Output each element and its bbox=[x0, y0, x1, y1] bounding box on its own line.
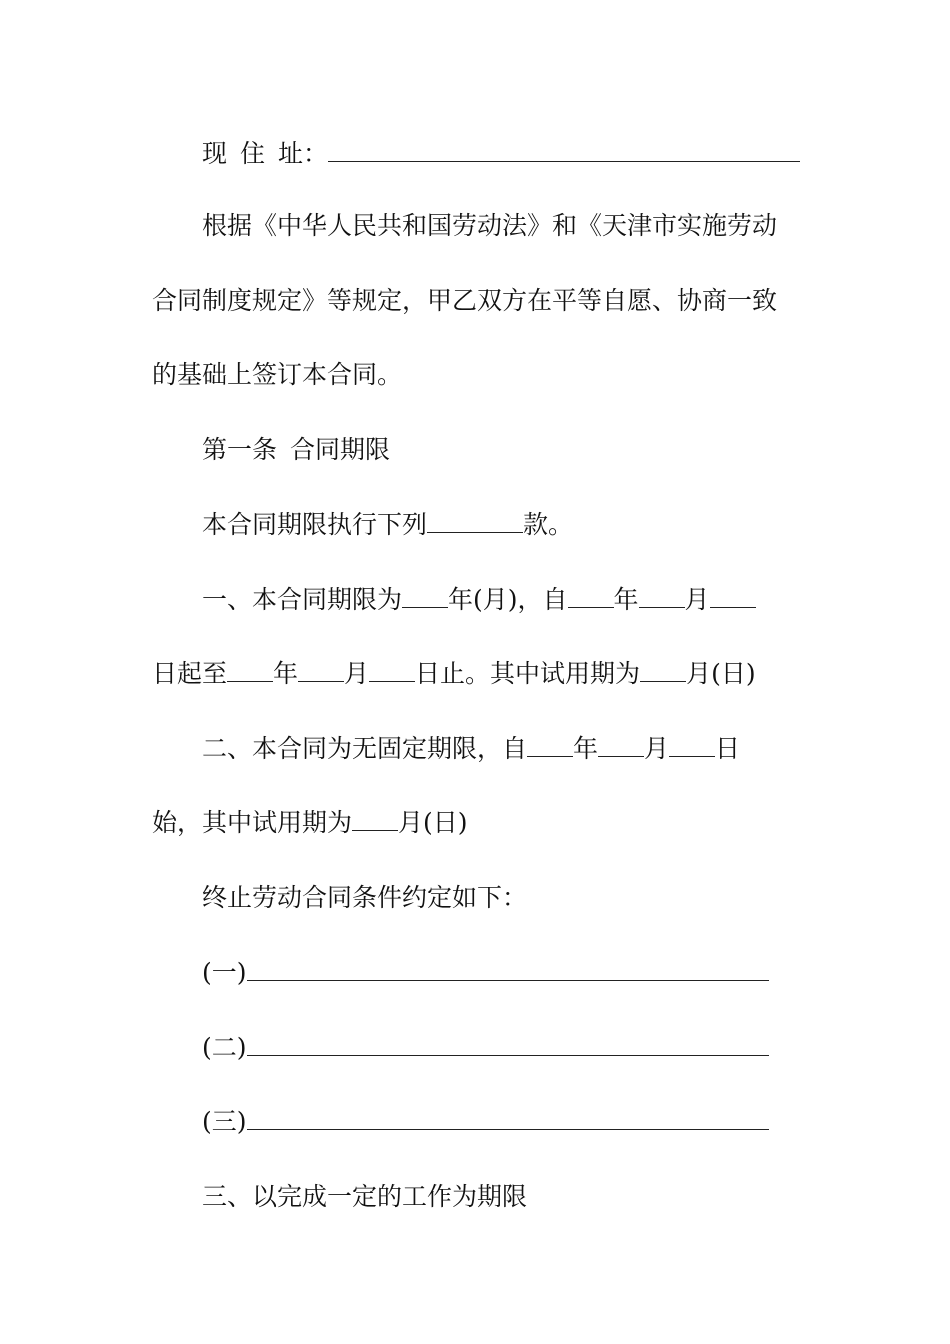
intro-line-1: 根据《中华人民共和国劳动法》和《天津市实施劳动 bbox=[202, 211, 778, 240]
option1-period-field[interactable] bbox=[402, 581, 448, 608]
term-select-prefix: 本合同期限执行下列 bbox=[202, 510, 428, 539]
address-label-char-1: 现 bbox=[202, 139, 228, 168]
condition-line-1 bbox=[0, 953, 950, 993]
address-label-char-2: 住 bbox=[240, 139, 266, 168]
option2-start-day-field[interactable] bbox=[669, 730, 715, 757]
option2-text-5: 始，其中试用期为 bbox=[152, 808, 353, 837]
option1-text-5: 日起至 bbox=[152, 659, 228, 688]
intro-line-3: 的基础上签订本合同。 bbox=[152, 360, 403, 389]
option1-end-day-field[interactable] bbox=[369, 655, 415, 682]
condition-line-3 bbox=[0, 1102, 950, 1142]
term-select-suffix: 款。 bbox=[523, 510, 574, 539]
option2-text-2: 年 bbox=[573, 734, 599, 763]
condition-field-2[interactable] bbox=[247, 1029, 769, 1056]
option2-start-month-field[interactable] bbox=[598, 730, 644, 757]
term-select-line bbox=[0, 505, 950, 545]
condition-label-2: (二) bbox=[202, 1033, 247, 1062]
option2-text-3: 月 bbox=[644, 734, 670, 763]
option2-start-year-field[interactable] bbox=[527, 730, 573, 757]
article1-title-name: 合同期限 bbox=[290, 435, 391, 464]
option1-text-2: 年(月)，自 bbox=[448, 585, 568, 614]
term-select-field[interactable] bbox=[427, 506, 523, 533]
option1-text-4: 月 bbox=[684, 585, 710, 614]
option1-end-month-field[interactable] bbox=[298, 655, 344, 682]
option2-text-4: 日 bbox=[715, 734, 741, 763]
option1-text-8: 日止。其中试用期为 bbox=[415, 659, 641, 688]
option1-start-day-field[interactable] bbox=[710, 581, 756, 608]
condition-label-1: (一) bbox=[202, 958, 247, 987]
termination-heading: 终止劳动合同条件约定如下： bbox=[202, 883, 528, 912]
address-label-char-3: 址： bbox=[278, 139, 329, 168]
option1-text-1: 一、本合同期限为 bbox=[202, 585, 403, 614]
option1-start-month-field[interactable] bbox=[639, 581, 685, 608]
option1-text-3: 年 bbox=[613, 585, 639, 614]
option1-text-7: 月 bbox=[344, 659, 370, 688]
condition-field-1[interactable] bbox=[247, 954, 769, 981]
address-line bbox=[0, 134, 950, 174]
address-field[interactable] bbox=[328, 135, 800, 162]
option2-probation-field[interactable] bbox=[352, 804, 398, 831]
option1-start-year-field[interactable] bbox=[568, 581, 614, 608]
option2-text-1: 二、本合同为无固定期限，自 bbox=[202, 734, 528, 763]
option2-line-1 bbox=[0, 729, 950, 769]
option1-text-9: 月(日) bbox=[686, 659, 756, 688]
option2-text-6: 月(日) bbox=[398, 808, 468, 837]
option3-line: 三、以完成一定的工作为期限 bbox=[202, 1182, 528, 1211]
option2-line-2 bbox=[0, 803, 950, 843]
option1-probation-field[interactable] bbox=[640, 655, 686, 682]
intro-line-2: 合同制度规定》等规定，甲乙双方在平等自愿、协商一致 bbox=[152, 286, 778, 315]
option1-text-6: 年 bbox=[273, 659, 299, 688]
article1-title-number: 第一条 bbox=[202, 435, 278, 464]
condition-line-2 bbox=[0, 1028, 950, 1068]
condition-label-3: (三) bbox=[202, 1107, 247, 1136]
article1-title bbox=[0, 430, 950, 470]
option1-line-2 bbox=[0, 654, 950, 694]
condition-field-3[interactable] bbox=[247, 1103, 769, 1130]
option1-end-year-field[interactable] bbox=[227, 655, 273, 682]
option1-line-1 bbox=[0, 580, 950, 620]
